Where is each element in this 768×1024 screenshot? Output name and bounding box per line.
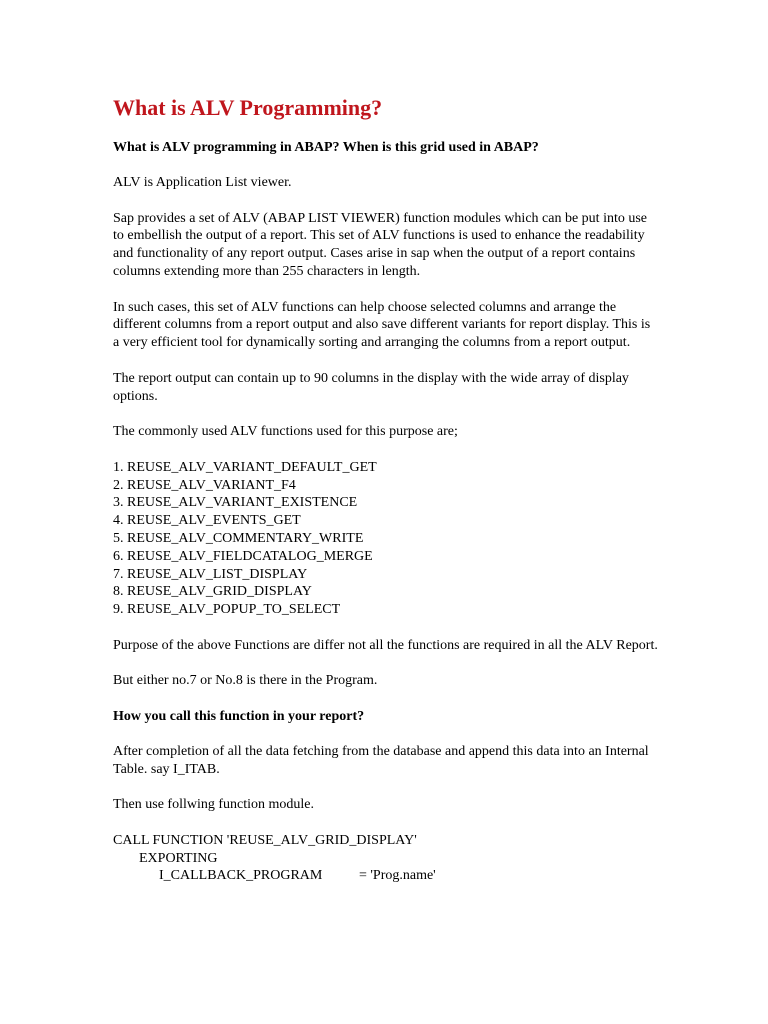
function-list xyxy=(113,459,658,619)
list-item: 5. REUSE_ALV_COMMENTARY_WRITE xyxy=(113,530,364,546)
code-block xyxy=(113,832,658,885)
paragraph-then-use: Then use follwing function module. xyxy=(113,797,315,813)
code-param-name: I_CALLBACK_PROGRAM xyxy=(159,868,323,884)
paragraph-columns: The report output can contain up to 90 columns in the display with the wide array of display options. xyxy=(113,370,629,404)
list-item: 3. REUSE_ALV_VARIANT_EXISTENCE xyxy=(113,495,358,511)
paragraph-functions-intro: The commonly used ALV functions used for this purpose are; xyxy=(113,424,458,440)
code-line-exporting: EXPORTING xyxy=(139,850,218,866)
list-item: 9. REUSE_ALV_POPUP_TO_SELECT xyxy=(113,602,341,618)
question-heading: What is ALV programming in ABAP? When is this grid used in ABAP? xyxy=(113,140,539,155)
how-to-call-heading: How you call this function in your report? xyxy=(113,708,365,724)
document-page xyxy=(113,94,658,885)
code-line-call: CALL FUNCTION 'REUSE_ALV_GRID_DISPLAY' xyxy=(113,832,417,848)
list-item: 4. REUSE_ALV_EVENTS_GET xyxy=(113,513,301,529)
paragraph-either: But either no.7 or No.8 is there in the Program. xyxy=(113,673,378,689)
page-title: What is ALV Programming? xyxy=(113,95,383,120)
list-item: 1. REUSE_ALV_VARIANT_DEFAULT_GET xyxy=(113,459,377,475)
paragraph-purpose: Purpose of the above Functions are differ not all the functions are required in all the ALV Report. xyxy=(113,637,658,653)
paragraph-intro: Sap provides a set of ALV (ABAP LIST VIEWER) function modules which can be put into use to embellish the output of a report. This set of ALV functions is used to enhance the readability and functionality of any report output. Cases arise in sap when the output of a report contains columns extending more than 255 characters in length. xyxy=(113,210,648,279)
list-item: 6. REUSE_ALV_FIELDCATALOG_MERGE xyxy=(113,548,373,564)
code-param-value: = 'Prog.name' xyxy=(359,868,436,884)
paragraph-after-completion: After completion of all the data fetching from the database and append this data into an Internal Table. say I_ITAB. xyxy=(113,743,649,777)
code-line-param xyxy=(113,867,658,885)
paragraph-cases: In such cases, this set of ALV functions can help choose selected columns and arrange the different columns from a report output and also save different variants for report display. This is a very efficient tool for dynamically sorting and arranging the columns from a report output. xyxy=(113,299,651,351)
list-item: 8. REUSE_ALV_GRID_DISPLAY xyxy=(113,584,312,600)
list-item: 7. REUSE_ALV_LIST_DISPLAY xyxy=(113,566,308,582)
paragraph-definition: ALV is Application List viewer. xyxy=(113,175,292,190)
list-item: 2. REUSE_ALV_VARIANT_F4 xyxy=(113,477,296,493)
